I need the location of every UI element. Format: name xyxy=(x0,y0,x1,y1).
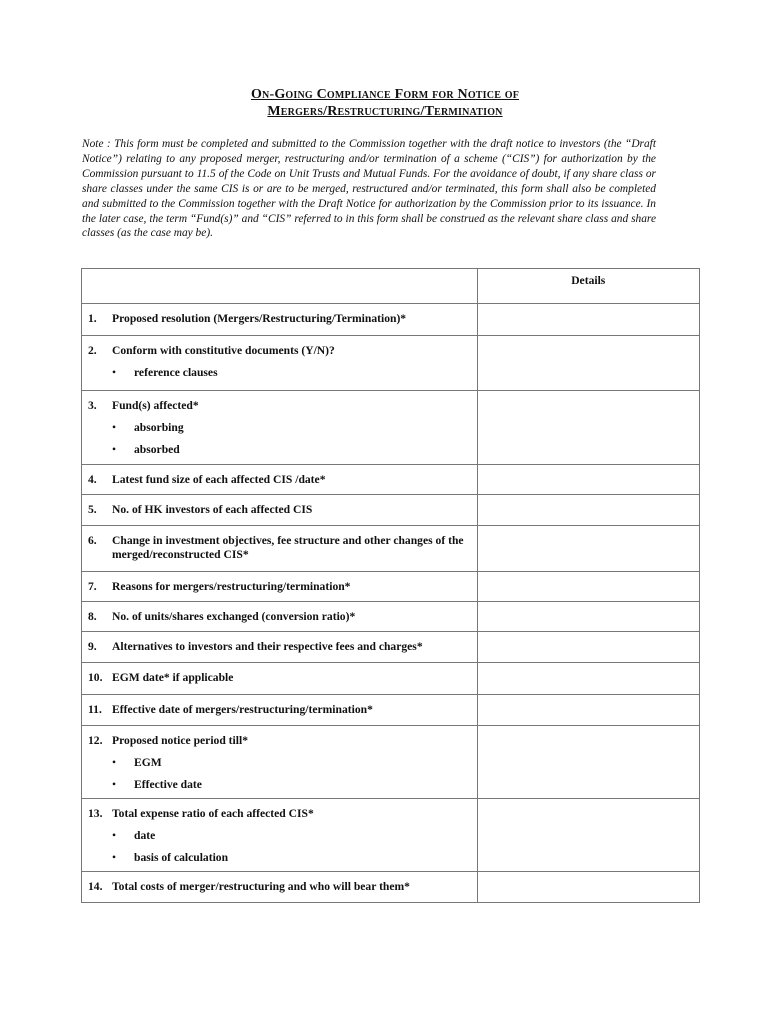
item-cell xyxy=(82,602,478,632)
item-cell xyxy=(82,526,478,572)
bullet-icon: • xyxy=(112,829,117,842)
details-input-cell[interactable] xyxy=(477,391,699,465)
details-input-cell[interactable] xyxy=(477,872,699,903)
form-note: Note : This form must be completed and submitted to the Commission together with the draft notice to investors (the “Draft Notice”) relating to any proposed merger, restructuring and/or termination of a scheme (“CIS”) for authorization by the Commission pursuant to 11.5 of the Code on Unit Trusts and Mutual Funds. For the avoidance of doubt, if any share class or share classes under the same CIS is or are to be merged, restructured and/or terminated, this form shall also be completed and submitted to the Commission together with the Draft Notice for authorization by the Commission prior to its issuance. In the later case, the term “Fund(s)” and “CIS” referred to in this form shall be construed as the relevant share class and share classes (as the case may be). xyxy=(82,138,656,240)
item-number: 10. xyxy=(88,671,103,684)
details-input-cell[interactable] xyxy=(477,495,699,526)
header-blank-cell xyxy=(82,269,478,304)
item-cell xyxy=(82,632,478,663)
table-row xyxy=(82,465,700,495)
item-number: 5. xyxy=(88,503,97,516)
bullet-icon: • xyxy=(112,778,117,791)
table-row xyxy=(82,663,700,695)
item-text: Reasons for mergers/restructuring/termination* xyxy=(112,580,351,593)
details-input-cell[interactable] xyxy=(477,465,699,495)
item-number: 4. xyxy=(88,473,97,486)
item-number: 1. xyxy=(88,312,97,325)
details-input-cell[interactable] xyxy=(477,336,699,391)
details-input-cell[interactable] xyxy=(477,572,699,602)
item-text: Proposed resolution (Mergers/Restructuring/Termination)* xyxy=(112,312,407,325)
item-number: 9. xyxy=(88,640,97,653)
item-text: Latest fund size of each affected CIS /date* xyxy=(112,473,326,486)
details-header: Details xyxy=(477,269,699,304)
item-number: 2. xyxy=(88,344,97,357)
table-row xyxy=(82,799,700,872)
table-row xyxy=(82,391,700,465)
item-text: No. of units/shares exchanged (conversion ratio)* xyxy=(112,610,356,623)
details-input-cell[interactable] xyxy=(477,695,699,726)
item-text: No. of HK investors of each affected CIS xyxy=(112,503,313,516)
details-input-cell[interactable] xyxy=(477,799,699,872)
table-row xyxy=(82,632,700,663)
item-number: 3. xyxy=(88,399,97,412)
item-number: 8. xyxy=(88,610,97,623)
item-cell xyxy=(82,336,478,391)
item-number: 13. xyxy=(88,807,103,820)
item-text: EGM date* if applicable xyxy=(112,671,234,684)
table-row xyxy=(82,602,700,632)
item-cell xyxy=(82,391,478,465)
table-row xyxy=(82,695,700,726)
form-title xyxy=(0,86,770,120)
item-cell xyxy=(82,304,478,336)
form-title-line1: On-Going Compliance Form for Notice of xyxy=(250,87,520,102)
details-input-cell[interactable] xyxy=(477,663,699,695)
item-text: Effective date of mergers/restructuring/termination* xyxy=(112,703,373,716)
item-number: 11. xyxy=(88,703,102,716)
item-cell xyxy=(82,465,478,495)
details-input-cell[interactable] xyxy=(477,632,699,663)
table-header-row xyxy=(82,269,700,304)
sub-item-text: basis of calculation xyxy=(134,851,229,864)
details-input-cell[interactable] xyxy=(477,726,699,799)
item-number: 12. xyxy=(88,734,103,747)
table-row xyxy=(82,726,700,799)
item-text: Alternatives to investors and their respective fees and charges* xyxy=(112,640,423,653)
item-cell xyxy=(82,872,478,903)
sub-item-text: EGM xyxy=(134,756,162,769)
bullet-icon: • xyxy=(112,366,117,379)
item-text: Fund(s) affected* xyxy=(112,399,199,412)
details-input-cell[interactable] xyxy=(477,602,699,632)
table-row xyxy=(82,336,700,391)
item-number: 7. xyxy=(88,580,97,593)
item-text: Proposed notice period till* xyxy=(112,734,249,747)
table-row xyxy=(82,495,700,526)
item-text: Total expense ratio of each affected CIS* xyxy=(112,807,314,820)
sub-item-text: absorbed xyxy=(134,443,180,456)
item-cell xyxy=(82,726,478,799)
table-row xyxy=(82,526,700,572)
item-number: 14. xyxy=(88,880,103,893)
sub-item-text: reference clauses xyxy=(134,366,218,379)
item-cell xyxy=(82,663,478,695)
table-row xyxy=(82,572,700,602)
bullet-icon: • xyxy=(112,756,117,769)
item-cell xyxy=(82,495,478,526)
bullet-icon: • xyxy=(112,421,117,434)
item-cell xyxy=(82,695,478,726)
table-row xyxy=(82,872,700,903)
bullet-icon: • xyxy=(112,851,117,864)
item-text: Change in investment objectives, fee structure and other changes of the merged/reconstructed CIS* xyxy=(112,534,464,561)
sub-item-text: absorbing xyxy=(134,421,184,434)
bullet-icon: • xyxy=(112,443,117,456)
details-input-cell[interactable] xyxy=(477,526,699,572)
sub-item-text: Effective date xyxy=(134,778,202,791)
sub-item-text: date xyxy=(134,829,156,842)
item-number: 6. xyxy=(88,534,97,547)
details-input-cell[interactable] xyxy=(477,304,699,336)
table-row xyxy=(82,304,700,336)
item-text: Conform with constitutive documents (Y/N)? xyxy=(112,344,335,357)
compliance-table xyxy=(81,268,700,903)
item-text: Total costs of merger/restructuring and who will bear them* xyxy=(112,880,410,893)
form-title-line2: Mergers/Restructuring/Termination xyxy=(267,104,503,119)
item-cell xyxy=(82,572,478,602)
item-cell xyxy=(82,799,478,872)
